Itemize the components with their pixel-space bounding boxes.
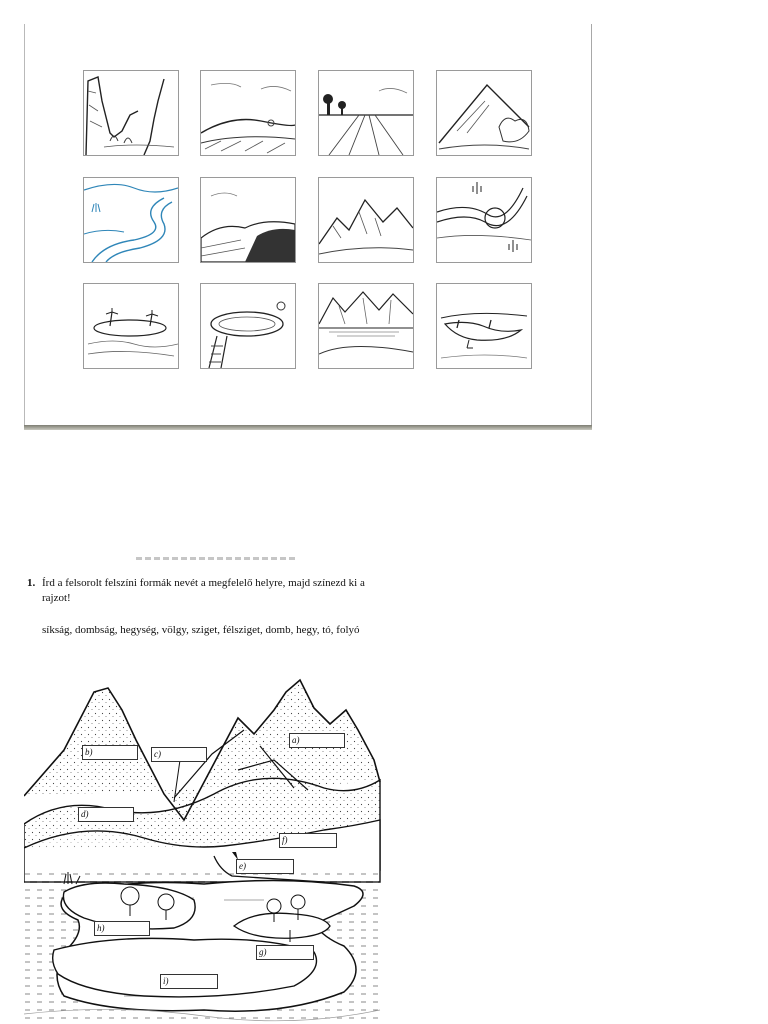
thumbnail-rolling-hills[interactable] — [200, 70, 296, 156]
label-letter-c: c) — [154, 749, 161, 759]
label-letter-f: f) — [282, 835, 288, 845]
thumbnail-plain-with-trees[interactable] — [318, 70, 414, 156]
sheet-edge-shadow — [24, 425, 592, 430]
label-box-d[interactable] — [78, 807, 134, 822]
thumbnail-meandering-river[interactable] — [436, 177, 532, 263]
label-box-c[interactable] — [151, 747, 207, 762]
label-box-b[interactable] — [82, 745, 138, 760]
label-box-g[interactable] — [256, 945, 314, 960]
thumbnail-single-mountain[interactable] — [436, 70, 532, 156]
thumbnail-peninsula[interactable] — [436, 283, 532, 369]
thumbnail-hill-landscape[interactable] — [200, 177, 296, 263]
label-letter-e: e) — [239, 861, 246, 871]
label-box-f[interactable] — [279, 833, 337, 848]
thumbnail-lake-in-mountains[interactable] — [318, 283, 414, 369]
label-box-a[interactable] — [289, 733, 345, 748]
label-box-e[interactable] — [236, 859, 294, 874]
thumbnail-island-with-palms[interactable] — [83, 283, 179, 369]
faded-header-mark — [136, 557, 296, 560]
thumbnail-lake-with-stream[interactable] — [200, 283, 296, 369]
instruction-line-1: Írd a felsorolt felszíni formák nevét a megfelelő helyre, majd színezd ki a — [42, 577, 365, 589]
thumbnail-river[interactable] — [83, 177, 179, 263]
label-letter-b: b) — [85, 747, 93, 757]
label-box-h[interactable] — [94, 921, 150, 936]
label-letter-i: i) — [163, 976, 169, 986]
instruction-line-2: rajzot! — [42, 592, 71, 604]
label-letter-a: a) — [292, 735, 300, 745]
label-letter-g: g) — [259, 947, 267, 957]
question-number: 1. — [27, 577, 36, 589]
label-box-i[interactable] — [160, 974, 218, 989]
thumbnail-mountain-valley[interactable] — [83, 70, 179, 156]
label-letter-h: h) — [97, 923, 105, 933]
word-bank: síkság, dombság, hegység, völgy, sziget, félsziget, domb, hegy, tó, folyó — [42, 624, 360, 636]
label-letter-d: d) — [81, 809, 89, 819]
thumbnail-mountain-range[interactable] — [318, 177, 414, 263]
